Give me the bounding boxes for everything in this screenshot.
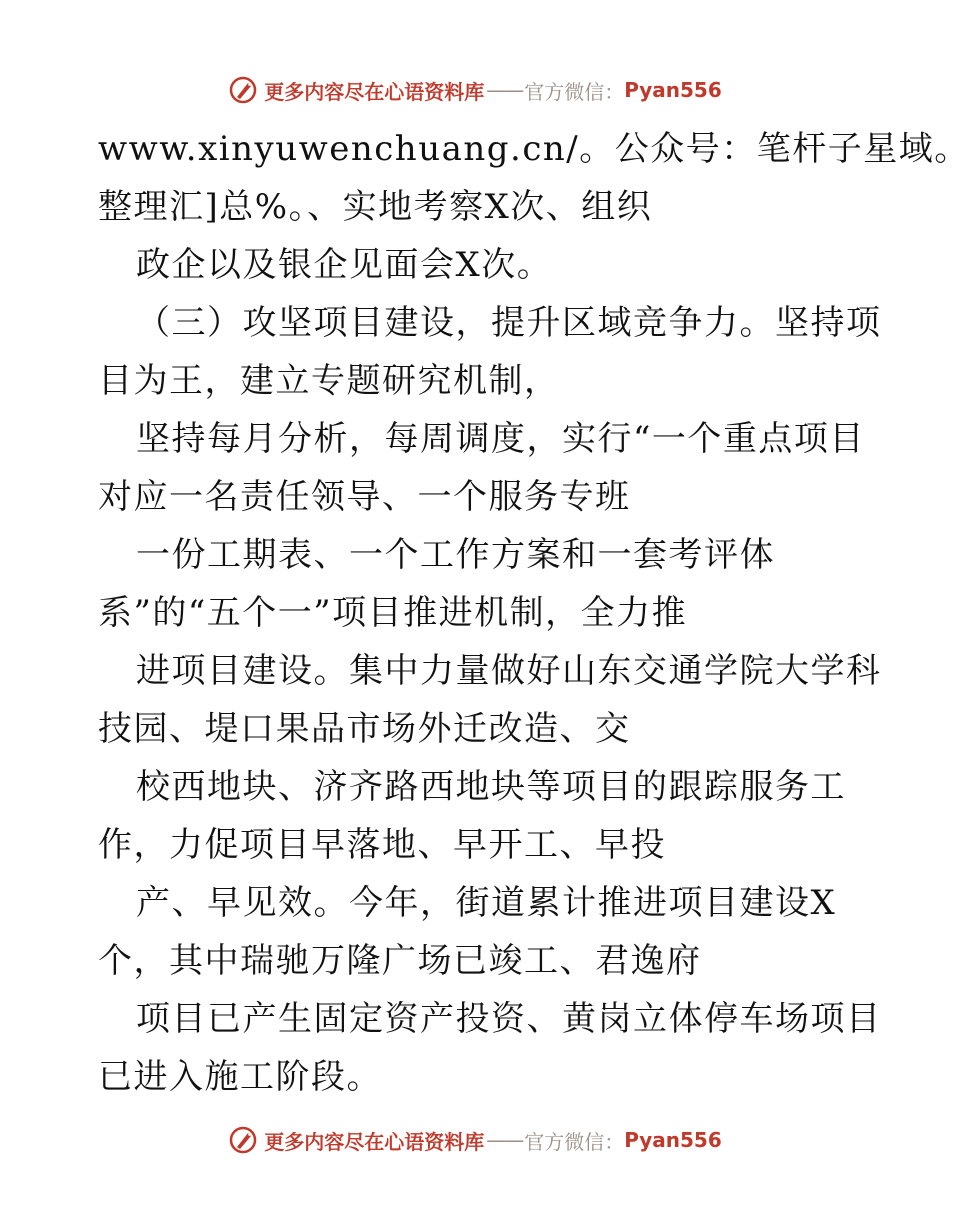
body-line: 对应一名责任领导、一个服务专班 [98,477,631,517]
body-line: 个，其中瑞驰万隆广场已竣工、君逸府 [98,941,702,981]
body-line: 一份工期表、一个工作方案和一套考评体 [136,535,775,575]
body-line: 坚持每月分析，每周调度，实行“一个重点项目 [136,419,865,459]
footer-banner [0,1120,950,1160]
body-line: 已进入施工阶段。 [98,1057,382,1097]
body-line: www.xinyuwenchuang.cn/。公众号：笔杆子星域。 [98,129,970,169]
body-line: 政企以及银企见面会X次。 [136,245,553,285]
body-line: 整理汇]总%。、实地考察X次、组织 [98,187,653,227]
banner-site-text: 更多内容尽在心语资料库 [264,79,485,104]
pen-nib-circle-icon [228,75,258,105]
banner-dash: —— [486,1128,523,1152]
banner-wechat-id: Pyan556 [624,1128,722,1152]
body-line: 系”的“五个一”项目推进机制，全力推 [98,593,688,633]
banner-wechat-label: 官方微信： [524,1129,625,1154]
body-line: 目为王，建立专题研究机制， [98,361,560,401]
banner-site-text: 更多内容尽在心语资料库 [264,1129,485,1154]
body-line: （三）攻坚项目建设，提升区域竞争力。坚持项 [136,303,882,343]
document-body [98,120,970,1106]
header-banner [0,70,950,110]
banner-wechat-label: 官方微信： [524,79,625,104]
body-line: 技园、堤口果品市场外迁改造、交 [98,709,631,749]
body-line: 项目已产生固定资产投资、黄岗立体停车场项目 [136,999,882,1039]
body-line: 作，力促项目早落地、早开工、早投 [98,825,666,865]
banner-dash: —— [486,78,523,102]
body-line: 产、早见效。今年，街道累计推进项目建设X [136,883,837,923]
body-line: 校西地块、济齐路西地块等项目的跟踪服务工 [136,767,846,807]
body-line: 进项目建设。集中力量做好山东交通学院大学科 [136,651,882,691]
pen-nib-circle-icon [228,1125,258,1155]
banner-wechat-id: Pyan556 [624,78,722,102]
